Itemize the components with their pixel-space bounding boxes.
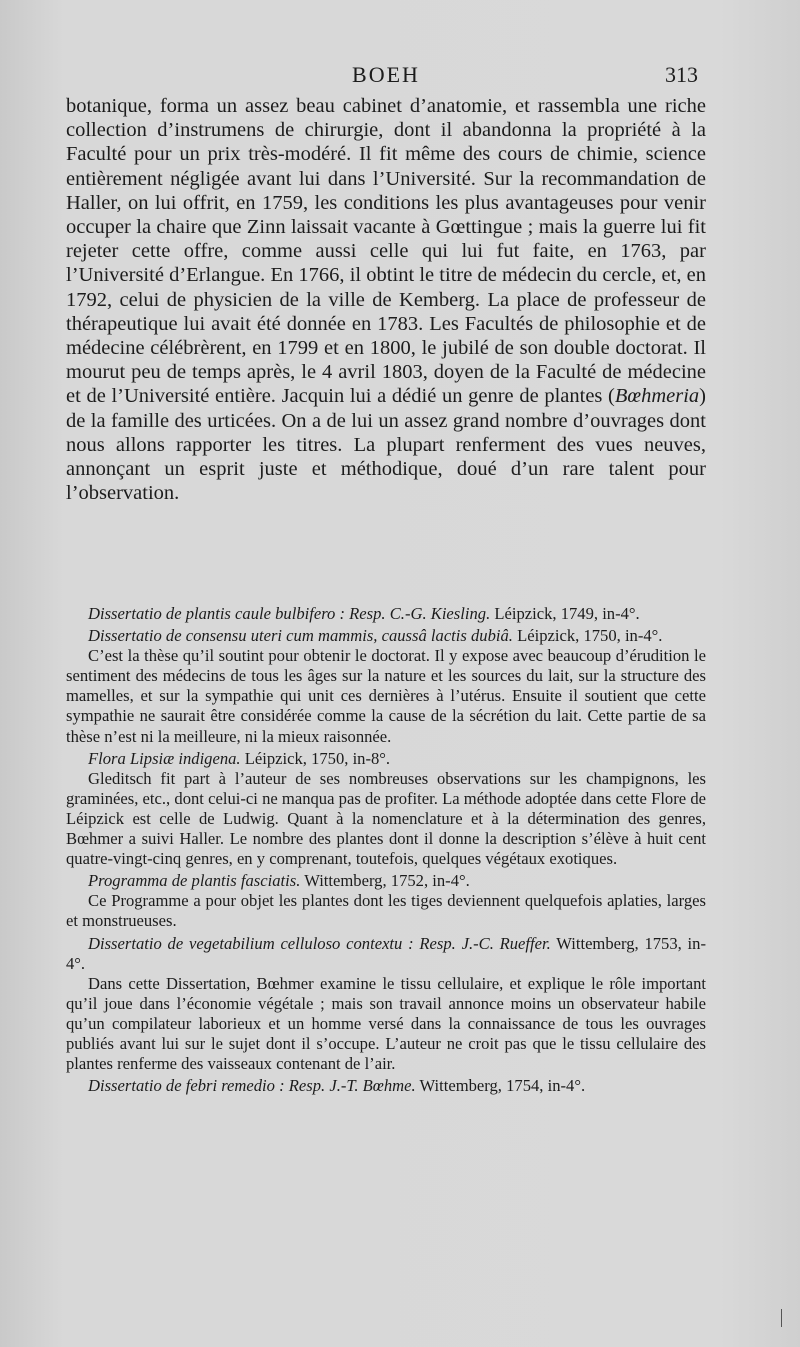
reference-entry (66, 934, 706, 1075)
reference-entry (66, 1076, 706, 1096)
reference-entry (66, 626, 706, 747)
reference-title: Dissertatio de vegetabilium celluloso contextu : Resp. J.-C. Rueffer. (88, 933, 551, 953)
paragraph-text-end: ) de la famille des urticées. On a de lui un assez grand nombre d’ouvrages dont nous allons rapporter les titres. La plupart renferment des vues neuves, annonçant un esprit juste et méthodique, doué d’un rare talent pour l’observation. (66, 385, 706, 505)
reference-note: Gleditsch fit part à l’auteur de ses nombreuses observations sur les champignons, les graminées, etc., dont celui-ci ne manqua pas de profiter. La méthode adoptée dans cette Flore de Léipzick est celle de Ludwig. Quant à la nomenclature et à la détermination des genres, Bœhmer a suivi Haller. Le nombre des plantes dont il donne la description s’élève à huit cent quatre-vingt-cinq genres, en y comprenant, toutefois, quelques végétaux exotiques. (66, 768, 706, 869)
reference-note: C’est la thèse qu’il soutint pour obtenir le doctorat. Il y expose avec beaucoup d’érudition le sentiment des médecins de tous les âges sur la nature et les sources du lait, sur la structure des mamelles, et sur la sympathie qui unit ces dernières à l’utérus. Ensuite il soutient que cette sympathie ne saurait être considérée comme la cause de la sécrétion du lait. Cette partie de sa thèse n’est ni la meilleure, ni la mieux raisonnée. (66, 646, 706, 746)
page-edge-mark (781, 1309, 782, 1327)
reference-title: Programma de plantis fasciatis. (88, 871, 301, 891)
reference-note: Ce Programme a pour objet les plantes dont les tiges deviennent quelquefois aplaties, larges et monstrueuses. (66, 891, 706, 931)
page-number: 313 (665, 62, 698, 87)
reference-entry (66, 871, 706, 931)
bibliography (66, 604, 706, 1098)
reference-title: Dissertatio de febri remedio : Resp. J.-T. Bœhme. (88, 1076, 416, 1096)
reference-details: Léipzick, 1750, in-4°. (512, 626, 663, 646)
reference-details: Wittemberg, 1754, in-4°. (415, 1076, 586, 1096)
page-header (66, 62, 706, 92)
reference-details: Wittemberg, 1752, in-4°. (300, 871, 470, 891)
reference-details: Léipzick, 1749, in-4°. (490, 604, 640, 623)
reference-title: Flora Lipsiæ indigena. (88, 748, 241, 768)
reference-title: Dissertatio de consensu uteri cum mammis, caussâ lactis dubiâ. (88, 626, 513, 646)
genus-name: Bœhmeria (614, 385, 700, 408)
reference-entry (66, 604, 706, 624)
reference-note: Dans cette Dissertation, Bœhmer examine le tissu cellulaire, et explique le rôle important qu’il joue dans l’économie végétale ; mais son travail annonce moins un observateur habile qu’un compilateur laborieux et un homme versé dans la connaissance de tous les ouvrages publiés avant lui sur le sujet dont il s’occupe. L’auteur ne croit pas que le tissu cellulaire des plantes renferme des vaisseaux contenant de l’air. (66, 973, 706, 1074)
paragraph-text: botanique, forma un assez beau cabinet d’anatomie, et rassembla une riche collection d’instrumens de chirurgie, dont il abandonna la propriété à la Faculté pour un prix très-modéré. Il fit même des cours de chimie, science entièrement négligée avant lui dans l’Université. Sur la recommandation de Haller, on lui offrit, en 1759, les conditions les plus avantageuses pour venir occuper la chaire que Zinn laissait vacante à Gœttingue ; mais la guerre lui fit rejeter cette offre, comme aussi celle qui lui fut faite, en 1763, par l’Université d’Erlangue. En 1766, il obtint le titre de médecin du cercle, et, en 1792, celui de physicien de la ville de Kemberg. La place de professeur de thérapeutique lui avait été donnée en 1783. Les Facultés de philosophie et de médecine célébrèrent, en 1799 et en 1800, le jubilé de son double doctorat. Il mourut peu de temps après, le 4 avril 1803, doyen de la Faculté de médecine et de l’Université entière. Jacquin lui a dédié un genre de plantes ( (66, 95, 706, 408)
reference-details: Wittemberg, 1753, in-4°. (66, 933, 706, 973)
main-paragraph (66, 94, 706, 505)
running-head: BOEH (352, 62, 420, 87)
reference-entry (66, 749, 706, 870)
reference-details: Léipzick, 1750, in-8°. (240, 748, 391, 768)
reference-title: Dissertatio de plantis caule bulbifero : Resp. C.-G. Kiesling. (88, 604, 491, 623)
